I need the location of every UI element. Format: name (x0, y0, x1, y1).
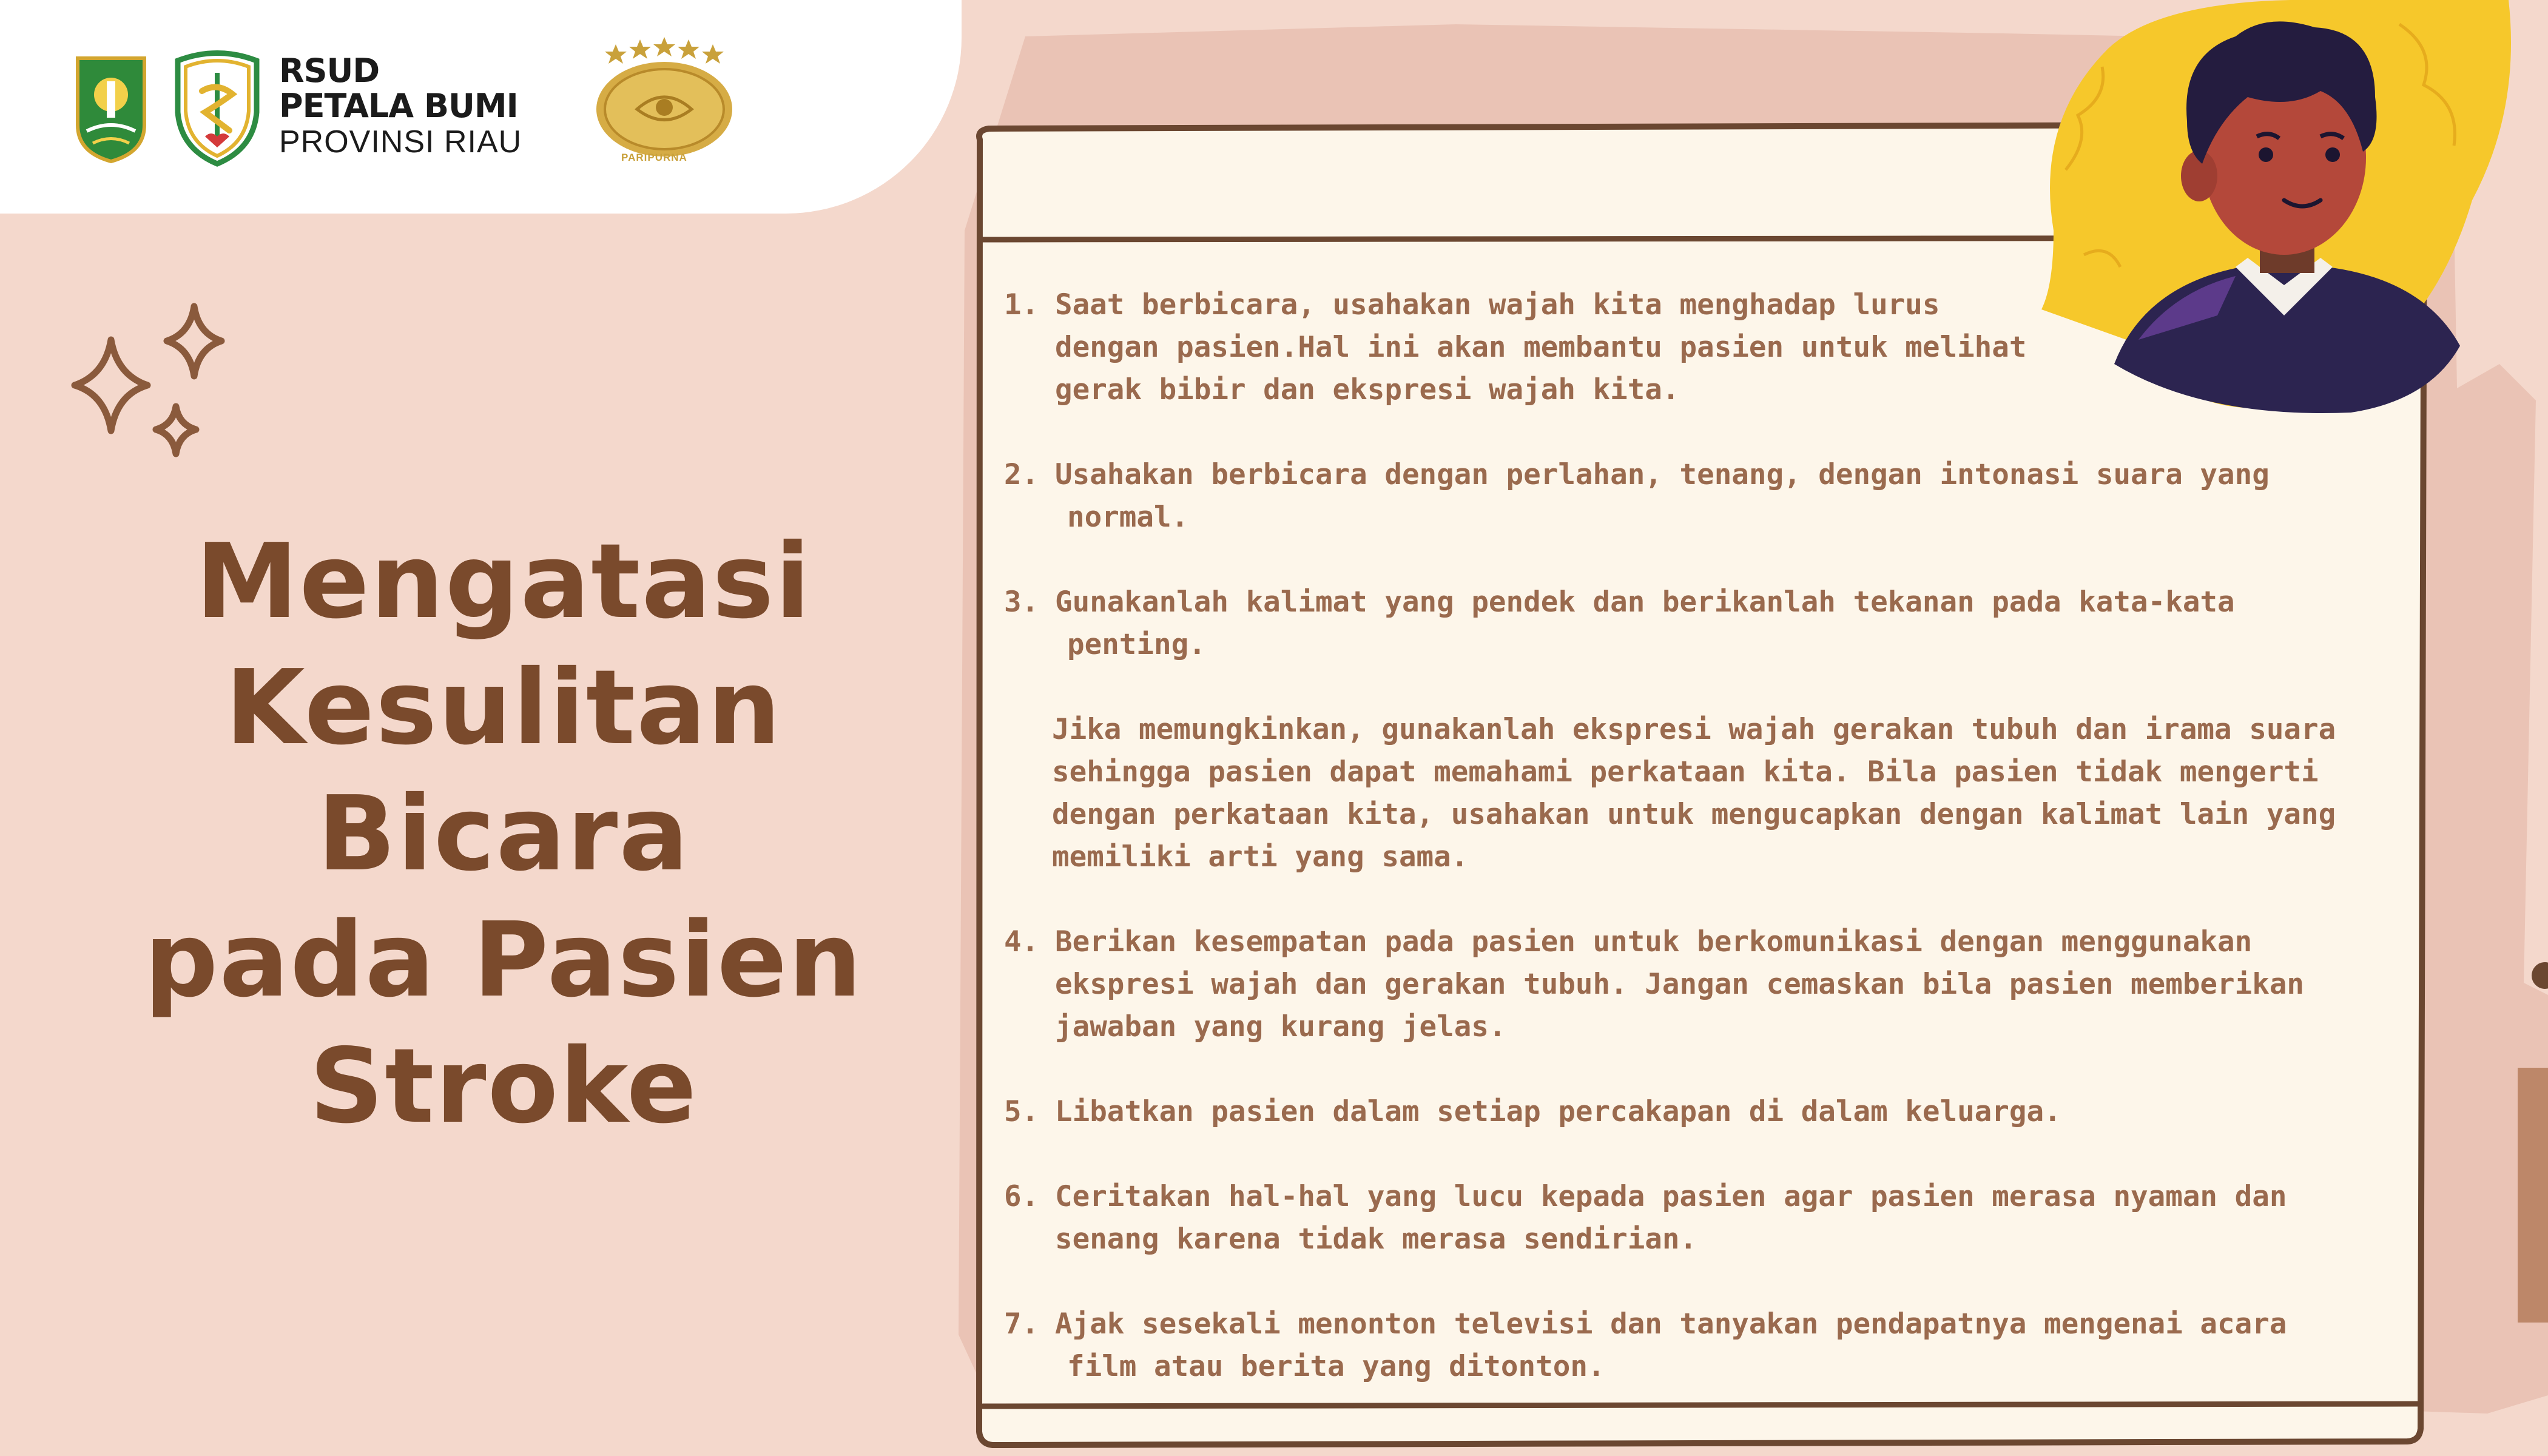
item-line: dengan perkataan kita, usahakan untuk mengucapkan dengan kalimat lain yang (1052, 798, 2336, 831)
item-line: jawaban yang kurang jelas. (1055, 1010, 1506, 1043)
page-title (79, 519, 928, 1150)
item-line: gerak bibir dan ekspresi wajah kita. (1055, 373, 1680, 406)
item-line: Gunakanlah kalimat yang pendek dan berikanlah tekanan pada kata-kata (1055, 585, 2235, 619)
item-number: 1. (1004, 288, 1039, 322)
hospital-brand-text (279, 53, 522, 160)
item-line: Jika memungkinkan, gunakanlah ekspresi wajah gerakan tubuh dan irama suara (1052, 713, 2336, 746)
list-item (1004, 1176, 2418, 1261)
title-line-2: Kesulitan Bicara (225, 648, 782, 894)
list-item (1004, 454, 2418, 539)
title-line-4: Stroke (309, 1026, 698, 1147)
item-line: dengan pasien.Hal ini akan membantu pasien untuk melihat (1055, 331, 2027, 364)
list-item (1004, 1303, 2418, 1388)
item-number: 7. (1004, 1307, 1039, 1341)
item-line: penting. (1067, 628, 1206, 661)
brand-province: PROVINSI RIAU (279, 124, 522, 160)
tips-list (1004, 284, 2418, 1431)
item-line: Berikan kesempatan pada pasien untuk berkomunikasi dengan menggunakan (1055, 925, 2253, 959)
item-line: sehingga pasien dapat memahami perkataan kita. Bila pasien tidak mengerti (1052, 755, 2319, 789)
brand-name-line-1: RSUD (279, 52, 380, 90)
item-line: normal. (1067, 500, 1189, 534)
sparkle-stars-icon (64, 297, 234, 470)
brand-name-line-2: PETALA BUMI (279, 87, 518, 125)
list-item (1004, 1091, 2418, 1133)
riau-crest-icon (72, 52, 150, 164)
paripurna-medal-icon (592, 33, 737, 167)
hospital-shield-logo-icon (169, 46, 266, 167)
list-item (1004, 284, 2418, 411)
title-line-1: Mengatasi (195, 522, 812, 642)
item-number: 2. (1004, 458, 1039, 491)
item-line: Usahakan berbicara dengan perlahan, tenang, dengan intonasi suara yang (1055, 458, 2270, 491)
item-line: Ceritakan hal-hal yang lucu kepada pasien agar pasien merasa nyaman dan (1055, 1180, 2287, 1213)
item-line: Ajak sesekali menonton televisi dan tanyakan pendapatnya mengenai acara (1055, 1307, 2287, 1341)
accreditation-label: PARIPURNA (621, 152, 687, 163)
item-line: senang karena tidak merasa sendirian. (1055, 1222, 1697, 1256)
item-number: 3. (1004, 585, 1039, 619)
list-item (1004, 921, 2418, 1048)
item-line: film atau berita yang ditonton. (1067, 1350, 1605, 1383)
item-number: 5. (1004, 1095, 1039, 1128)
list-item (1004, 581, 2418, 666)
item-number: 6. (1004, 1180, 1039, 1213)
item-line: memiliki arti yang sama. (1052, 840, 1469, 874)
list-item-note (1004, 709, 2418, 878)
item-line: Libatkan pasien dalam setiap percakapan di dalam keluarga. (1055, 1095, 2061, 1128)
title-line-3: pada Pasien (144, 900, 863, 1020)
item-number: 4. (1004, 925, 1039, 959)
item-line: Saat berbicara, usahakan wajah kita menghadap lurus (1055, 288, 1940, 322)
item-line: ekspresi wajah dan gerakan tubuh. Jangan cemaskan bila pasien memberikan (1055, 968, 2305, 1001)
